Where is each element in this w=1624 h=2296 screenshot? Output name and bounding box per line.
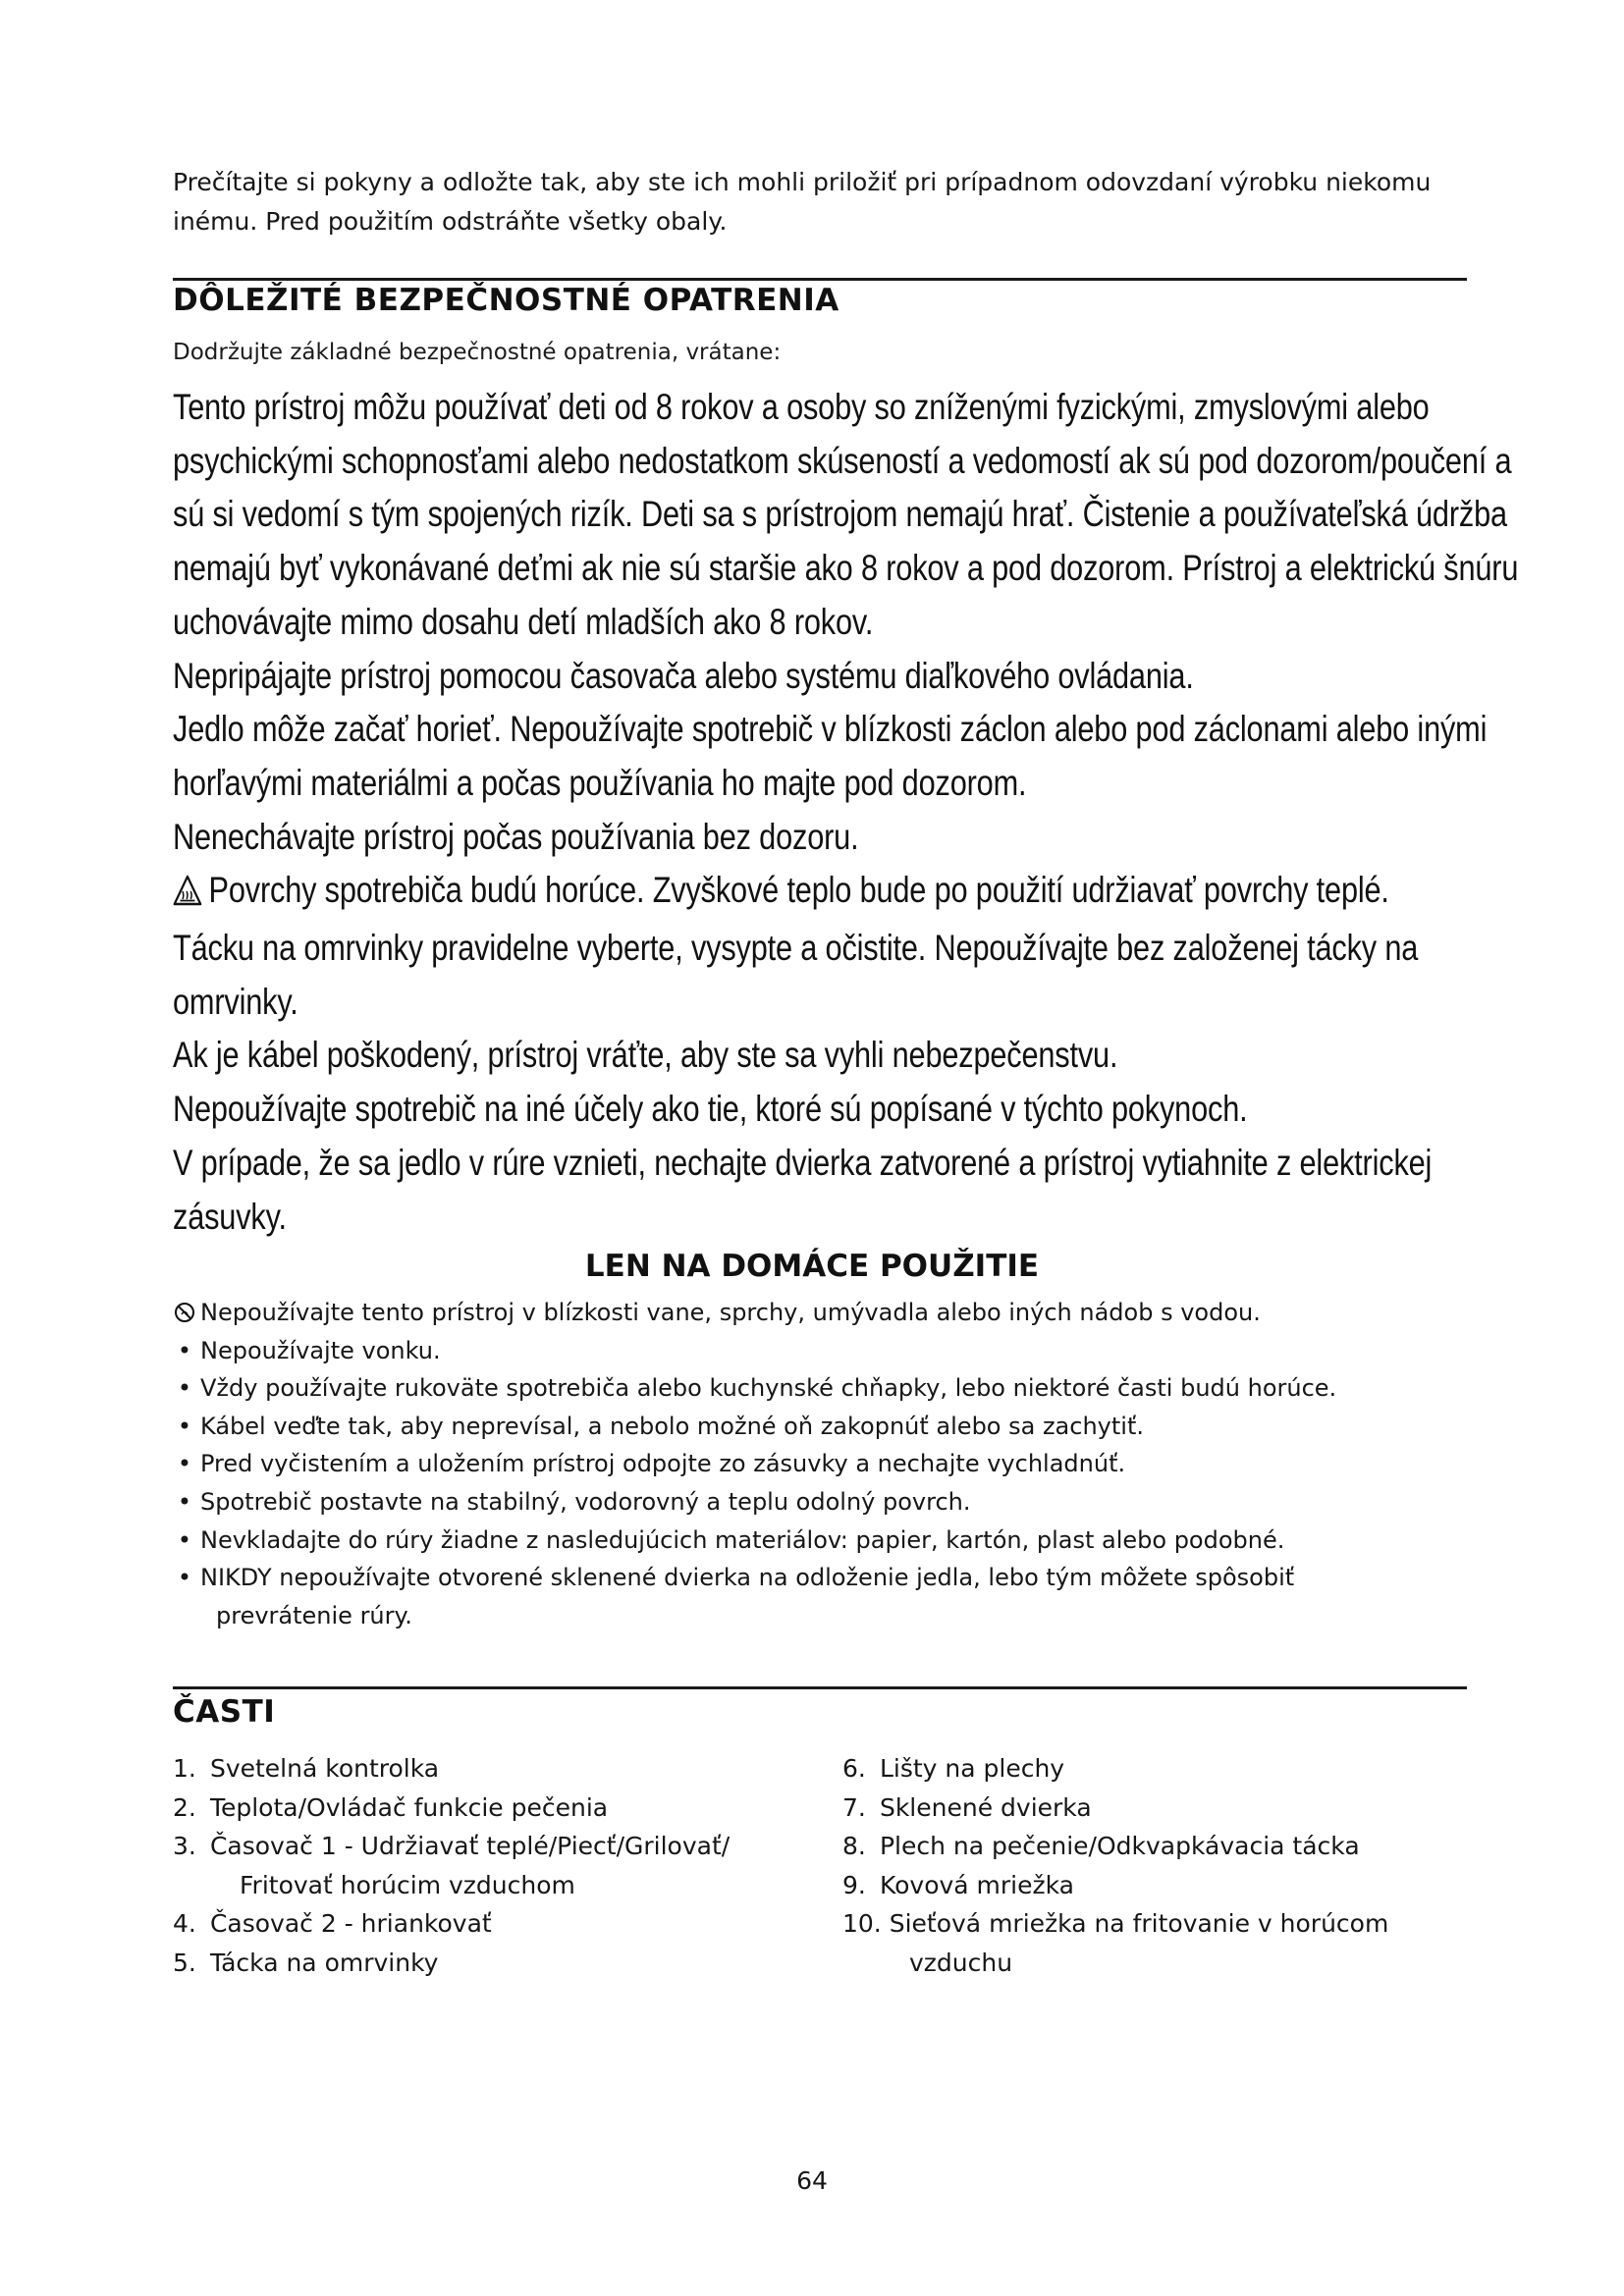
safety-subtitle: Dodržujte základné bezpečnostné opatrenia, vrátane:: [173, 340, 782, 365]
section-divider: [173, 278, 1467, 281]
part-item: [842, 1749, 1388, 1789]
list-item: [173, 1522, 1489, 1560]
bullet: •: [177, 1525, 192, 1554]
page-number: 64: [796, 2166, 828, 2195]
safety-text: [173, 381, 1519, 1244]
part-item: [842, 1827, 1388, 1866]
hot-surface-warning-icon: [173, 868, 202, 922]
intro-line: Prečítajte si pokyny a odložte tak, aby ste ich mohli priložiť pri prípadnom odovzdaní výrobku niekomu: [173, 168, 1432, 196]
list-item-text: Kábel veďte tak, aby neprevísal, a nebolo možné oň zakopnúť alebo sa zachytiť.: [200, 1412, 1144, 1440]
list-item: [173, 1483, 1489, 1522]
bullet: •: [177, 1374, 192, 1403]
list-item: [173, 1294, 1489, 1332]
intro-paragraph: [173, 163, 1479, 241]
part-number: 5.: [173, 1948, 196, 1977]
part-item: [173, 1904, 730, 1944]
safety-line: Nepoužívajte spotrebič na iné účely ako tie, ktoré sú popísané v týchto pokynoch.: [173, 1089, 1248, 1130]
household-list: [173, 1294, 1489, 1634]
safety-line: Tácku na omrvinky pravidelne vyberte, vysypte a očistite. Nepoužívajte bez založenej tácky na: [173, 928, 1419, 969]
bullet: •: [177, 1336, 192, 1364]
safety-line: sú si vedomí s tým spojených rizík. Deti sa s prístrojom nemajú hrať. Čistenie a používateľská údržba: [173, 494, 1507, 535]
safety-line: zásuvky.: [173, 1196, 287, 1237]
part-item: [173, 1789, 730, 1828]
safety-line-hot-surface: [173, 864, 1389, 922]
part-number: 6.: [842, 1754, 866, 1783]
part-name: Svetelná kontrolka: [209, 1754, 440, 1783]
list-item-text: Vždy používajte rukoväte spotrebiča alebo kuchynské chňapky, lebo niektoré časti budú horúce.: [200, 1374, 1337, 1403]
bullet: •: [177, 1450, 192, 1478]
bullet: •: [177, 1412, 192, 1440]
list-item-text: prevrátenie rúry.: [216, 1601, 412, 1629]
list-item-text: Nevkladajte do rúry žiadne z nasledujúcich materiálov: papier, kartón, plast alebo podobné.: [200, 1525, 1285, 1554]
part-number: 9.: [842, 1870, 866, 1899]
safety-line: horľavými materiálmi a počas používania ho majte pod dozorom.: [173, 762, 1027, 803]
part-number: 3.: [173, 1832, 196, 1860]
safety-line: Nepripájajte prístroj pomocou časovača alebo systému diaľkového ovládania.: [173, 655, 1194, 696]
part-name: Plech na pečenie/Odkvapkávacia tácka: [879, 1832, 1360, 1860]
part-number: 4.: [173, 1909, 196, 1938]
part-item: [173, 1827, 730, 1866]
list-item-text: Pred vyčistením a uložením prístroj odpojte zo zásuvky a nechajte vychladnúť.: [200, 1450, 1126, 1478]
safety-line-text: Povrchy spotrebiča budú horúce. Zvyškové teplo bude po použití udržiavať povrchy teplé.: [208, 870, 1389, 911]
list-item: [173, 1332, 1489, 1370]
list-item: [173, 1445, 1489, 1483]
list-item-continuation: [173, 1597, 1489, 1635]
part-name: Teplota/Ovládač funkcie pečenia: [209, 1792, 609, 1822]
part-number: 8.: [842, 1832, 866, 1860]
part-name: Sieťová mriežka na fritovanie v horúcom: [889, 1909, 1389, 1938]
bullet: •: [177, 1564, 192, 1592]
part-name: Tácka na omrvinky: [209, 1948, 439, 1977]
bullet: •: [177, 1487, 192, 1516]
part-item: [173, 1944, 730, 1983]
part-item: [173, 1749, 730, 1789]
part-name: Fritovať horúcim vzduchom: [240, 1870, 575, 1899]
list-item-text: Nepoužívajte vonku.: [200, 1336, 441, 1364]
safety-line: omrvinky.: [173, 981, 298, 1022]
household-use-heading: LEN NA DOMÁCE POUŽITIE: [584, 1249, 1040, 1284]
safety-line: nemajú byť vykonávané deťmi ak nie sú staršie ako 8 rokov a pod dozorom. Prístroj a elektrickú šnúru: [173, 548, 1519, 589]
part-name: Časovač 1 - Udržiavať teplé/Piecť/Grilovať/: [209, 1832, 731, 1860]
part-item-continuation: [842, 1944, 1388, 1983]
part-item: [842, 1789, 1388, 1828]
safety-heading: DÔLEŽITÉ BEZPEČNOSTNÉ OPATRENIA: [173, 283, 839, 318]
part-number: 2.: [173, 1792, 196, 1822]
parts-list-right: [842, 1749, 1388, 1982]
part-number: 1.: [173, 1754, 196, 1783]
safety-line: Ak je kábel poškodený, prístroj vráťte, aby ste sa vyhli nebezpečenstvu.: [173, 1035, 1118, 1076]
safety-line: Tento prístroj môžu používať deti od 8 rokov a osoby so zníženými fyzickými, zmyslovými alebo: [173, 387, 1430, 427]
section-divider: [173, 1686, 1467, 1689]
part-name: Časovač 2 - hriankovať: [209, 1909, 492, 1938]
safety-line: Jedlo môže začať horieť. Nepoužívajte spotrebič v blízkosti záclon alebo pod záclonami alebo inými: [173, 709, 1488, 750]
part-name: Lišty na plechy: [879, 1754, 1065, 1783]
list-item-text: Spotrebič postavte na stabilný, vodorovný a teplu odolný povrch.: [200, 1487, 971, 1516]
list-item: [173, 1369, 1489, 1408]
list-item: [173, 1559, 1489, 1597]
part-name: Kovová mriežka: [879, 1870, 1074, 1899]
safety-line: psychickými schopnosťami alebo nedostatkom skúseností a vedomostí ak sú pod dozorom/poučení a: [173, 440, 1512, 481]
no-water-icon: [173, 1294, 196, 1332]
part-name: Sklenené dvierka: [879, 1792, 1092, 1822]
intro-line: inému. Pred použitím odstráňte všetky obaly.: [173, 207, 728, 236]
list-item-text: NIKDY nepoužívajte otvorené sklenené dvierka na odloženie jedla, lebo tým môžete spôsobiť: [200, 1564, 1295, 1592]
safety-line: Nenechávajte prístroj počas používania bez dozoru.: [173, 816, 859, 857]
safety-line: uchovávajte mimo dosahu detí mladších ako 8 rokov.: [173, 601, 874, 642]
part-number: 7.: [842, 1792, 866, 1822]
list-item-text: Nepoužívajte tento prístroj v blízkosti vane, sprchy, umývadla alebo iných nádob s vodou.: [200, 1299, 1261, 1326]
part-item: [842, 1904, 1388, 1944]
part-number: 10.: [842, 1909, 882, 1938]
safety-line: V prípade, že sa jedlo v rúre vznieti, nechajte dvierka zatvorené a prístroj vytiahnite z elektrickej: [173, 1142, 1433, 1183]
part-name: vzduchu: [909, 1948, 1013, 1977]
part-item: [842, 1866, 1388, 1905]
parts-heading: ČASTI: [173, 1694, 276, 1730]
list-item: [173, 1408, 1489, 1446]
parts-list-left: [173, 1749, 730, 1982]
part-item-continuation: [173, 1866, 730, 1905]
